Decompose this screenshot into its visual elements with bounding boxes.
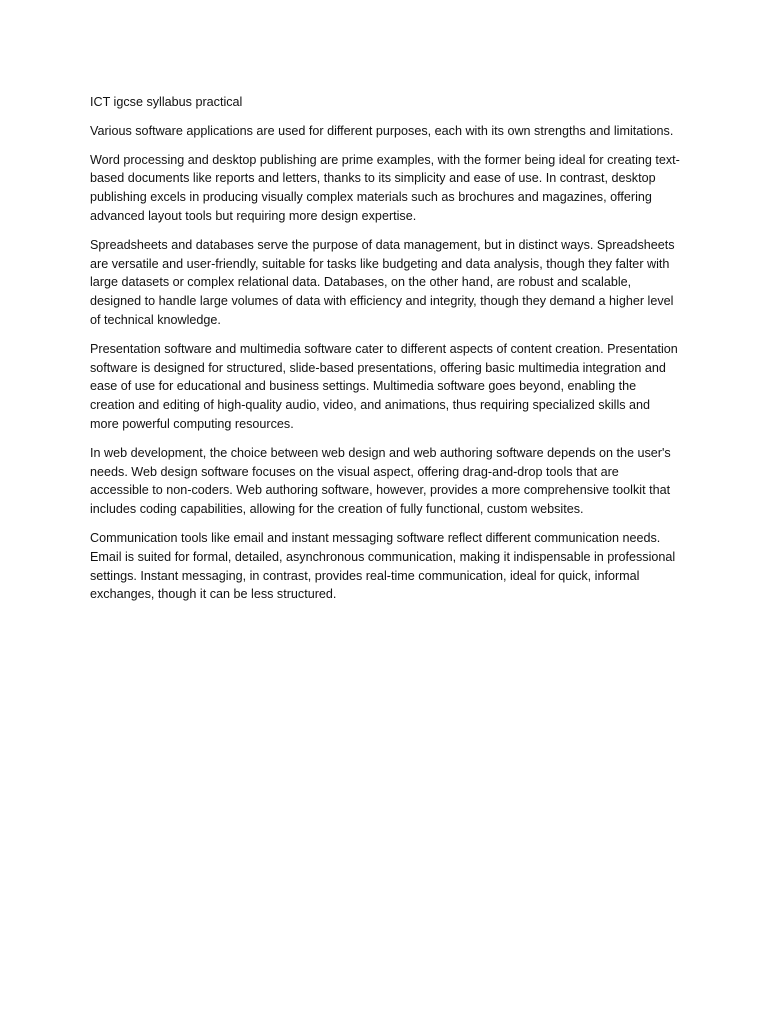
- paragraph-spreadsheets-databases: Spreadsheets and databases serve the purpose of data management, but in distinct ways. Spreadsheets are versatile and user-friendly, suitable for tasks like budgeting and data analysis, though they falter with large datasets or complex relational data. Databases, on the other hand, are robust and scalable, designed to handle large volumes of data with efficiency and integrity, though they demand a higher level of technical knowledge.: [90, 237, 675, 327]
- paragraph-presentation-multimedia: Presentation software and multimedia software cater to different aspects of content creation. Presentation software is designed for structured, slide-based presentations, offering basic multimedia integration and ease of use for educational and business settings. Multimedia software goes beyond, enabling the creation and editing of high-quality audio, video, and animations, thus requiring specialized skills and more powerful computing resources.: [90, 341, 678, 431]
- paragraph-communication-tools: Communication tools like email and instant messaging software reflect different communication needs. Email is suited for formal, detailed, asynchronous communication, making it indispensable in professional settings. Instant messaging, in contrast, provides real-time communication, ideal for quick, informal exchanges, though it can be less structured.: [90, 530, 676, 602]
- paragraph-word-processing: Word processing and desktop publishing are prime examples, with the former being ideal for creating text-based documents like reports and letters, thanks to its simplicity and ease of use. In contrast, desktop publishing excels in producing visually complex materials such as brochures and magazines, offering advanced layout tools but requiring more design expertise.: [90, 152, 680, 223]
- paragraph-web-development: In web development, the choice between web design and web authoring software depends on the user's needs. Web design software focuses on the visual aspect, offering drag-and-drop tools that are accessible to non-coders. Web authoring software, however, provides a more comprehensive toolkit that includes coding capabilities, allowing for the creation of fully functional, custom websites.: [90, 445, 671, 517]
- document-body: [90, 93, 680, 614]
- document-title: ICT igcse syllabus practical: [90, 95, 243, 109]
- paragraph-intro: Various software applications are used for different purposes, each with its own strengths and limitations.: [90, 123, 674, 138]
